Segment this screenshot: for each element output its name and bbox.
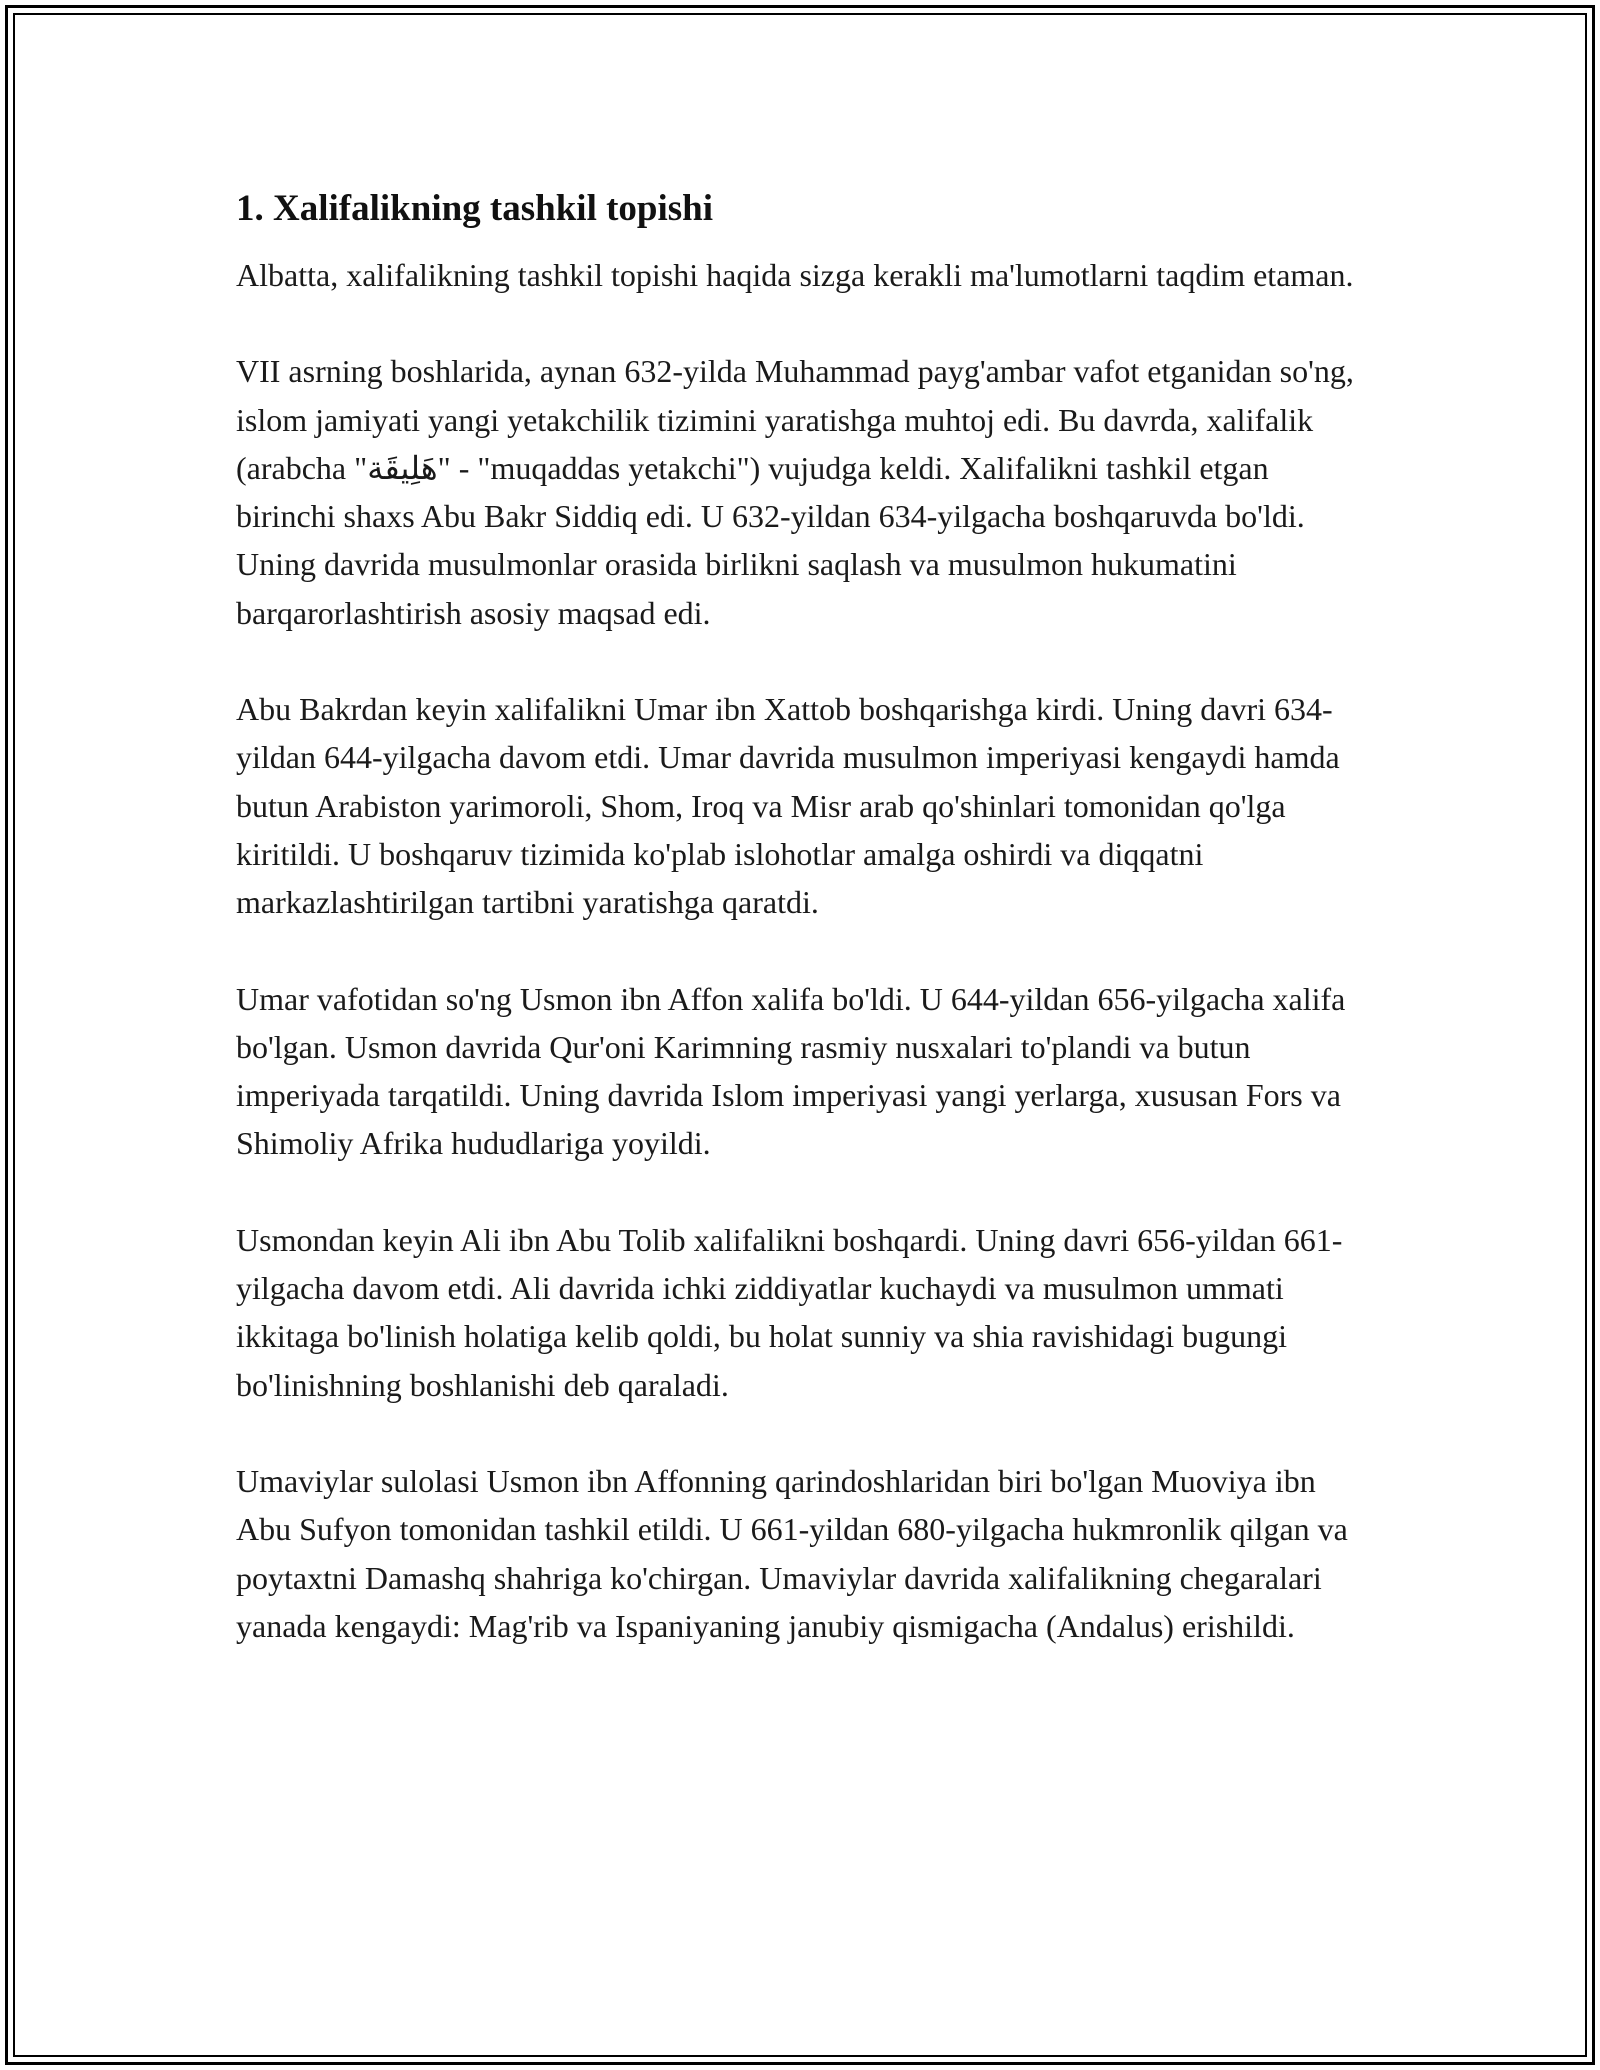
- section-heading: 1. Xalifalikning tashkil topishi: [236, 188, 714, 229]
- document-body: [236, 185, 1376, 1650]
- paragraph-umar: Abu Bakrdan keyin xalifalikni Umar ibn Xattob boshqarishga kirdi. Uning davri 634-yildan 644-yilgacha davom etdi. Umar davrida musulmon imperiyasi kengaydi hamda butun Arabiston yarimoroli, Shom, Iroq va Misr arab qo'shinlari tomonidan qo'lga kiritildi. U boshqaruv tizimida ko'plab islohotlar amalga oshirdi va diqqatni markazlashtirilgan tartibni yaratishga qaratdi.: [236, 691, 1340, 921]
- paragraph-abu-bakr: VII asrning boshlarida, aynan 632-yilda Muhammad payg'ambar vafot etganidan so'ng, islom jamiyati yangi yetakchilik tizimini yaratishga muhtoj edi. Bu davrda, xalifalik (arabcha "هَلِيقَة" - "muqaddas yetakchi") vujudga keldi. Xalifalikni tashkil etgan birinchi shaxs Abu Bakr Siddiq edi. U 632-yildan 634-yilgacha boshqaruvda bo'ldi. Uning davrida musulmonlar orasida birlikni saqlash va musulmon hukumatini barqarorlashtirish asosiy maqsad edi.: [236, 353, 1354, 631]
- paragraph-ali: Usmondan keyin Ali ibn Abu Tolib xalifalikni boshqardi. Uning davri 656-yildan 661-yilgacha davom etdi. Ali davrida ichki ziddiyatlar kuchaydi va musulmon ummati ikkitaga bo'linish holatiga kelib qoldi, bu holat sunniy va shia ravishidagi bugungi bo'linishning boshlanishi deb qaraladi.: [236, 1221, 1343, 1403]
- paragraph-umaviylar: Umaviylar sulolasi Usmon ibn Affonning qarindoshlaridan biri bo'lgan Muoviya ibn Abu Sufyon tomonidan tashkil etildi. U 661-yildan 680-yilgacha hukmronlik qilgan va poytaxtni Damashq shahriga ko'chirgan. Umaviylar davrida xalifalikning chegaralari yanada kengaydi: Mag'rib va Ispaniyaning janubiy qismigacha (Andalus) erishildi.: [236, 1462, 1348, 1644]
- paragraph-usmon: Umar vafotidan so'ng Usmon ibn Affon xalifa bo'ldi. U 644-yildan 656-yilgacha xalifa bo'lgan. Usmon davrida Qur'oni Karimning rasmiy nusxalari to'plandi va butun imperiyada tarqatildi. Uning davrida Islom imperiyasi yangi yerlarga, xususan Fors va Shimoliy Afrika hududlariga yoyildi.: [236, 980, 1346, 1162]
- paragraph-intro: Albatta, xalifalikning tashkil topishi haqida sizga kerakli ma'lumotlarni taqdim etaman.: [236, 257, 1354, 293]
